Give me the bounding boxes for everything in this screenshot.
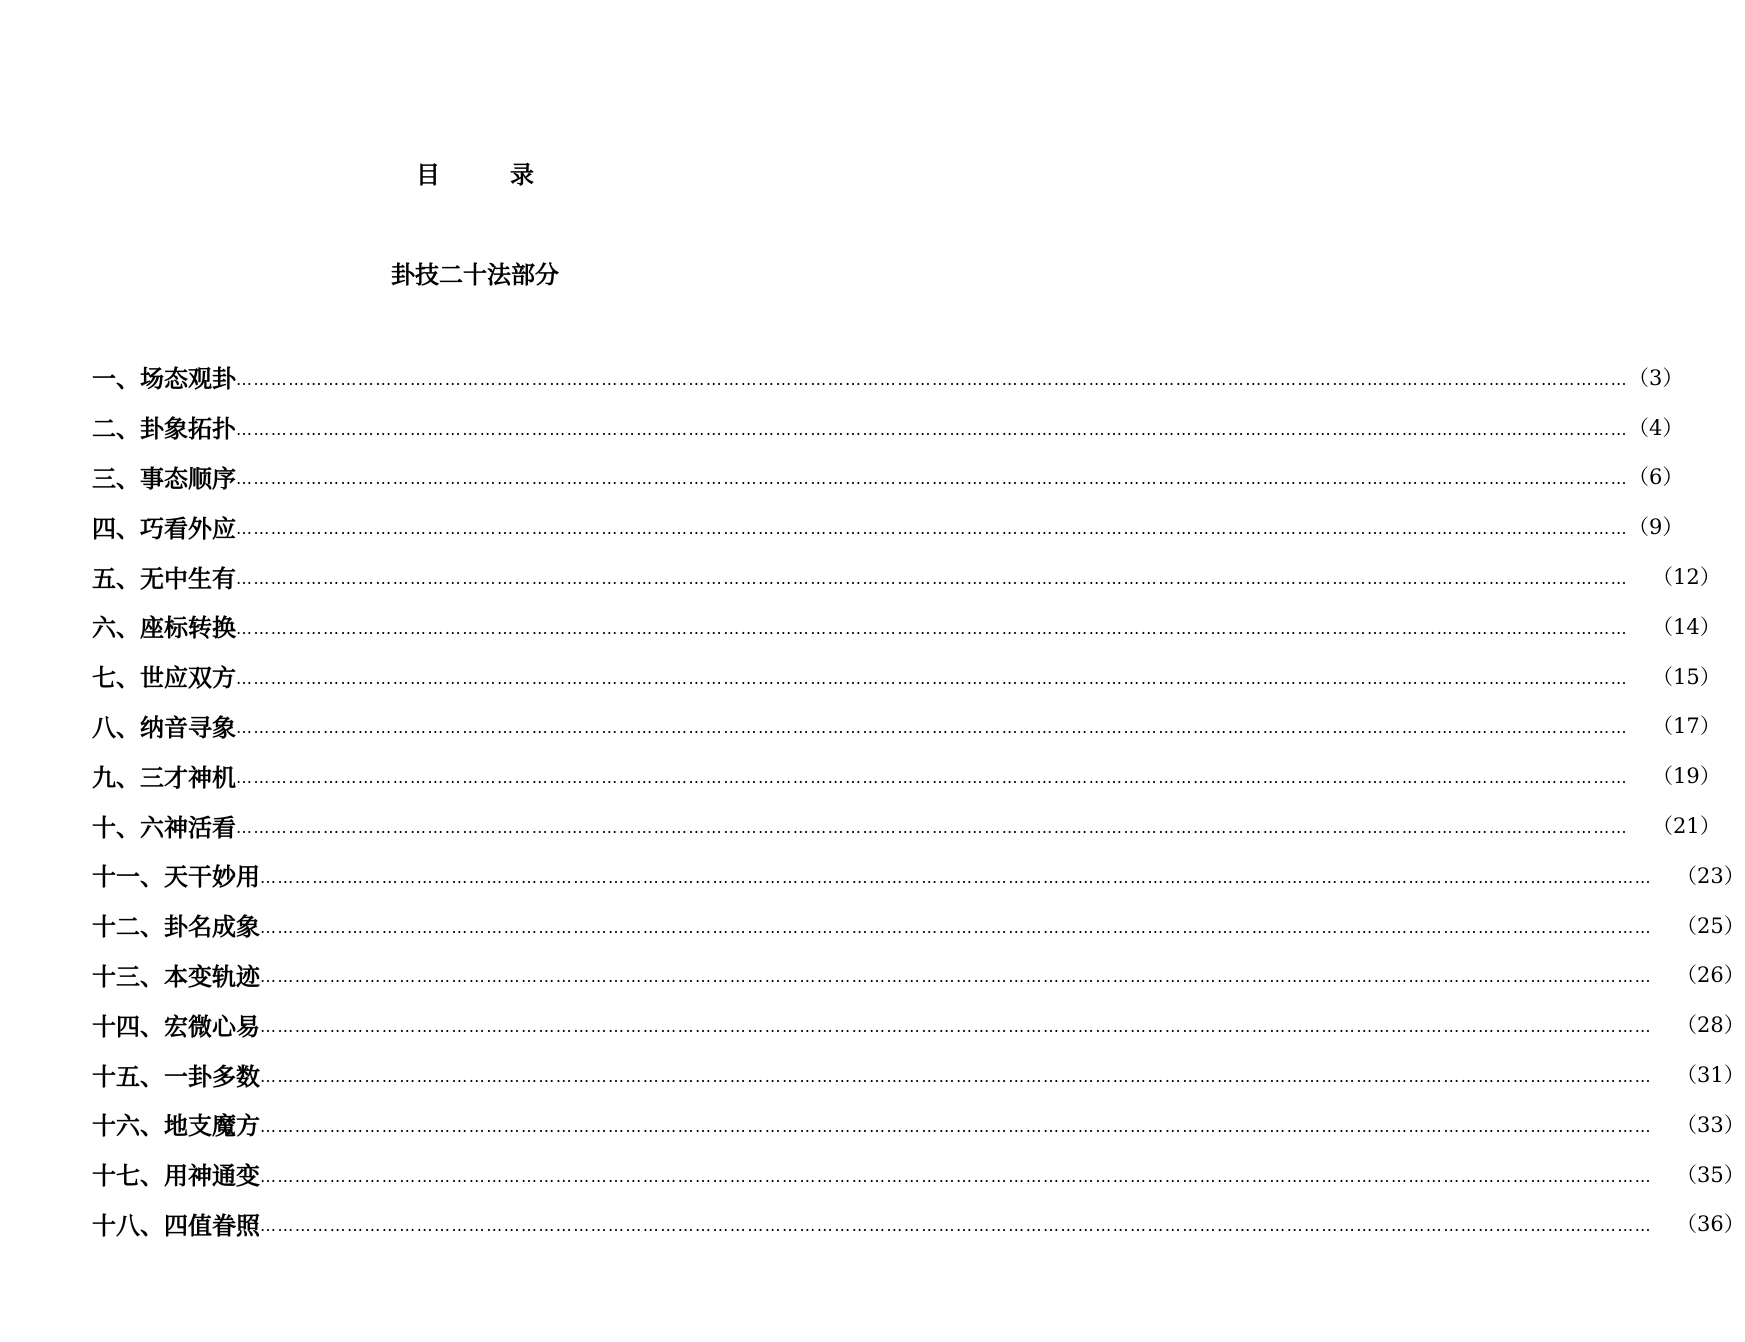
toc-entry[interactable]: [92, 1099, 1745, 1149]
toc-entry[interactable]: [92, 352, 1684, 402]
toc-leader-dots: ……………………………………………………………………………………………………………………………………………………………………………………………………………………: [260, 917, 1652, 937]
toc-entry[interactable]: [92, 900, 1745, 950]
toc-entry-page: （23）: [1676, 863, 1745, 888]
toc-entry-label: 九、三才神机: [92, 762, 236, 792]
toc-leader-dots: ……………………………………………………………………………………………………………………………………………………………………………………………………………………: [260, 1017, 1652, 1037]
toc-leader-dots: ……………………………………………………………………………………………………………………………………………………………………………………………………………………: [260, 1067, 1652, 1087]
toc-leader-dots: ……………………………………………………………………………………………………………………………………………………………………………………………………………………: [236, 768, 1628, 788]
table-of-contents: [92, 352, 1745, 1248]
toc-entry[interactable]: [92, 1049, 1745, 1099]
toc-entry-label: 四、巧看外应: [92, 513, 236, 543]
toc-entry-label: 十八、四值眷照: [92, 1210, 260, 1240]
toc-entry-label: 七、世应双方: [92, 663, 236, 693]
toc-entry-page: （28）: [1676, 1013, 1745, 1038]
toc-entry-label: 十七、用神通变: [92, 1161, 260, 1191]
toc-entry[interactable]: [92, 452, 1684, 502]
toc-entry-page: （17）: [1652, 714, 1721, 739]
toc-entry-page: （3）: [1628, 365, 1684, 390]
toc-leader-dots: ……………………………………………………………………………………………………………………………………………………………………………………………………………………: [236, 818, 1628, 838]
toc-entry-label: 六、座标转换: [92, 613, 236, 643]
section-heading: 卦技二十法部分: [391, 260, 559, 289]
toc-entry[interactable]: [92, 750, 1721, 800]
toc-entry[interactable]: [92, 999, 1745, 1049]
toc-entry[interactable]: [92, 601, 1721, 651]
toc-entry[interactable]: [92, 1149, 1745, 1199]
toc-leader-dots: ……………………………………………………………………………………………………………………………………………………………………………………………………………………: [236, 668, 1628, 688]
toc-entry-label: 八、纳音寻象: [92, 712, 236, 742]
toc-entry[interactable]: [92, 651, 1721, 701]
toc-entry-page: （14）: [1652, 614, 1721, 639]
toc-entry-page: （19）: [1652, 764, 1721, 789]
toc-entry-label: 十五、一卦多数: [92, 1061, 260, 1091]
toc-entry-label: 一、场态观卦: [92, 364, 236, 394]
toc-leader-dots: ……………………………………………………………………………………………………………………………………………………………………………………………………………………: [260, 1166, 1652, 1186]
toc-entry[interactable]: [92, 402, 1684, 452]
toc-entry[interactable]: [92, 551, 1721, 601]
toc-entry[interactable]: [92, 950, 1745, 1000]
title-char-1: 目: [416, 160, 440, 189]
toc-entry-page: （21）: [1652, 814, 1721, 839]
toc-entry-page: （15）: [1652, 664, 1721, 689]
toc-leader-dots: ……………………………………………………………………………………………………………………………………………………………………………………………………………………: [260, 1116, 1652, 1136]
toc-leader-dots: ……………………………………………………………………………………………………………………………………………………………………………………………………………………: [236, 469, 1628, 489]
toc-leader-dots: ……………………………………………………………………………………………………………………………………………………………………………………………………………………: [236, 519, 1628, 539]
title-char-2: 录: [510, 160, 534, 189]
toc-entry-page: （12）: [1652, 565, 1721, 590]
toc-entry-page: （9）: [1628, 515, 1684, 540]
toc-entry[interactable]: [92, 800, 1721, 850]
toc-entry-label: 十、六神活看: [92, 812, 236, 842]
toc-entry[interactable]: [92, 701, 1721, 751]
toc-leader-dots: ……………………………………………………………………………………………………………………………………………………………………………………………………………………: [236, 369, 1628, 389]
toc-leader-dots: ……………………………………………………………………………………………………………………………………………………………………………………………………………………: [236, 569, 1628, 589]
toc-entry[interactable]: [92, 501, 1684, 551]
toc-leader-dots: ……………………………………………………………………………………………………………………………………………………………………………………………………………………: [260, 967, 1652, 987]
toc-leader-dots: ……………………………………………………………………………………………………………………………………………………………………………………………………………………: [236, 718, 1628, 738]
toc-entry[interactable]: [92, 1199, 1745, 1249]
toc-entry-label: 十六、地支魔方: [92, 1111, 260, 1141]
toc-entry-page: （4）: [1628, 415, 1684, 440]
toc-entry-page: （35）: [1676, 1162, 1745, 1187]
toc-entry-page: （31）: [1676, 1063, 1745, 1088]
toc-leader-dots: ……………………………………………………………………………………………………………………………………………………………………………………………………………………: [260, 867, 1652, 887]
toc-leader-dots: ……………………………………………………………………………………………………………………………………………………………………………………………………………………: [236, 618, 1628, 638]
toc-entry[interactable]: [92, 850, 1745, 900]
toc-entry-label: 十二、卦名成象: [92, 912, 260, 942]
toc-entry-page: （36）: [1676, 1212, 1745, 1237]
toc-entry-page: （25）: [1676, 913, 1745, 938]
toc-entry-label: 五、无中生有: [92, 563, 236, 593]
toc-entry-page: （26）: [1676, 963, 1745, 988]
toc-entry-label: 十三、本变轨迹: [92, 961, 260, 991]
toc-leader-dots: ……………………………………………………………………………………………………………………………………………………………………………………………………………………: [260, 1216, 1652, 1236]
toc-entry-label: 三、事态顺序: [92, 463, 236, 493]
toc-entry-page: （6）: [1628, 465, 1684, 490]
page-title: [0, 155, 950, 190]
toc-entry-page: （33）: [1676, 1112, 1745, 1137]
toc-entry-label: 十四、宏微心易: [92, 1011, 260, 1041]
toc-leader-dots: ……………………………………………………………………………………………………………………………………………………………………………………………………………………: [236, 419, 1628, 439]
toc-entry-label: 十一、天干妙用: [92, 862, 260, 892]
toc-entry-label: 二、卦象拓扑: [92, 414, 236, 444]
